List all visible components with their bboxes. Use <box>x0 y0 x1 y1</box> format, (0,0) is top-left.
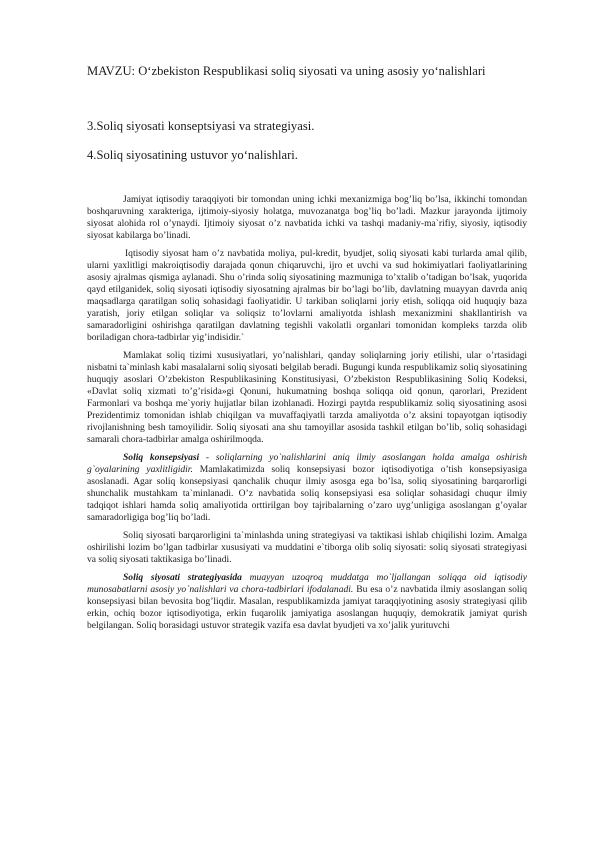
paragraph-6 <box>87 572 527 632</box>
paragraph-6-text: Bu esa o’z navbatida ilmiy asoslangan soliq konsepsiyasi bilan bevosita bog’liqdir. Masalan, respublikamizda jamiyat taraqqiyotining asosiy strategiyasi qilib erkin, ochiq bozor iqtisodiyotiga, erkin fuqarolik jamiyatiga asoslangan huquqiy, demokratik jamiyat qurish belgilangan. Soliq borasidagi ustuvor strategik vazifa esa davlat byudjeti va xo’jalik yurituvchi <box>87 584 528 631</box>
body-text <box>87 194 527 638</box>
term-soliq-konsepsiyasi: Soliq konsepsiyasi <box>123 451 200 463</box>
definition-soliq-konsepsiyasi: - soliqlarning yo`nalishlarini aniq ilmiy asoslangan holda amalga oshirish g`oyalarining yaxlitligidir. <box>87 451 527 475</box>
section-heading-3: 3.Soliq siyosati konseptsiyasi va strategiyasi. <box>87 119 315 133</box>
paragraph-2: Iqtisodiy siyosat ham o’z navbatida moliya, pul-kredit, byudjet, soliq siyosati kabi turlarda amal qilib, ularni yaxlitligi makroiqtisodiy darajada qonun chiqaruvchi, ijro et uvchi va sud hokimiyatlari faoliyatlarining asosiy ajralmas qismiga aylanadi. Shu o’rinda soliq siyosatining mazmuniga to’xtalib o’tadigan bo’lsak, yuqorida qayd etilganidek, soliq siyosati iqtisodiy siyosatning ajralmas bir bo’lagi bo’lib, davlatning muayyan davrda aniq maqsadlarga qaratilgan soliq sohasidagi faoliyatidir. U tarkiban soliqlarni joriy etish, soliqqa oid huquqiy baza yaratish, joriy etilgan soliqlar va soliqsiz to’lovlarni amaliyotda ishlash mexanizmini shakllantirish va samaradorligini oshirishga qaratilgan davlatning tegishli vakolatli organlari tomonidan kompleks tarzda olib boriladigan chora-tadbirlar yig’indisidir.` <box>87 248 527 343</box>
section-heading-4: 4.Soliq siyosatining ustuvor yo‘nalishlari. <box>87 148 298 162</box>
paragraph-3: Mamlakat soliq tizimi xususiyatlari, yo’nalishlari, qanday soliqlarning joriy etilishi, ular o’rtasidagi nisbatni ta`minlash kabi masalalarni soliq siyosati belgilab beradi. Bugungi kunda respublikamiz soliq siyosatining huquqiy asoslari O’zbekiston Respublikasining Konstitusiyasi, O’zbekiston Respublikasining Soliq Kodeksi, «Davlat soliq xizmati to’g’risida»gi Qonuni, hukumatning boshqa soliqqa oid qonun, qarorlari, Prezident Farmonlari va boshqa me`yoriy hujjatlar bilan izohlanadi. Hozirgi paytda respublikamiz soliq siyosatining asosi Prezidentimiz tomonidan ishlab chiqilgan va muvaffaqiyatli tarzda amaliyotda o’z aksini topayotgan iqtisodiy rivojlanishning besh tamoyilidir. Soliq siyosati ana shu tamoyillar asosida tashkil etilgan bo’lib, soliq sohasidagi samarali chora-tadbirlar amalga oshirilmoqda. <box>87 350 527 445</box>
page-title: MAVZU: O‘zbekiston Respublikasi soliq siyosati va uning asosiy yo‘nalishlari <box>87 64 486 78</box>
paragraph-4-text: Mamlakatimizda soliq konsepsiyasi bozor iqtisodiyotiga o’tish konsepsiyasiga asoslanadi. Agar soliq konsepsiyasi qanchalik chuqur ilmiy asosga ega bo’lsa, soliq siyosatining barqarorligi shunchalik mustahkam ta`minlanadi. O’z navbatida soliq konsepsiyasi esa soliqlar sohasidagi chuqur ilmiy tadqiqot ishlari hamda soliq amaliyotida orttirilgan boy tajribalarning o’zaro uyg’unligiga asoslangan g’oyalar samaradorligiga bog’liq bo’ladi. <box>87 463 528 523</box>
paragraph-1: Jamiyat iqtisodiy taraqqiyoti bir tomondan uning ichki mexanizmiga bog’liq bo’lsa, ikkinchi tomondan boshqaruvning xarakteriga, ijtimoiy-siyosiy holatga, muvozanatga bog’liq bo’ladi. Mazkur jarayonda ijtimoiy siyosat alohida rol o’ynaydi. Ijtimoiy siyosat o’z navbatida ichki va tashqi madaniy-ma`rifiy, siyosiy, iqtisodiy siyosat kabilarga bo’linadi. <box>87 194 527 241</box>
term-soliq-strategiyasi: Soliq siyosati strategiyasida <box>123 572 242 584</box>
definition-soliq-strategiyasi: muayyan uzoqroq muddatga mo`ljallangan soliqqa oid iqtisodiy munosabatlarni asosiy yo`nalishlari va chora-tadbirlari ifodalanadi. <box>87 572 527 596</box>
paragraph-4 <box>87 452 527 524</box>
paragraph-5: Soliq siyosati barqarorligini ta`minlashda uning strategiyasi va taktikasi ishlab chiqilishi lozim. Amalga oshirilishi lozim bo’lgan tadbirlar xususiyati va muddatini e`tiborga olib soliq siyosati: soliq siyosati strategiyasi va soliq siyosati taktikasiga bo’linadi. <box>87 529 527 565</box>
